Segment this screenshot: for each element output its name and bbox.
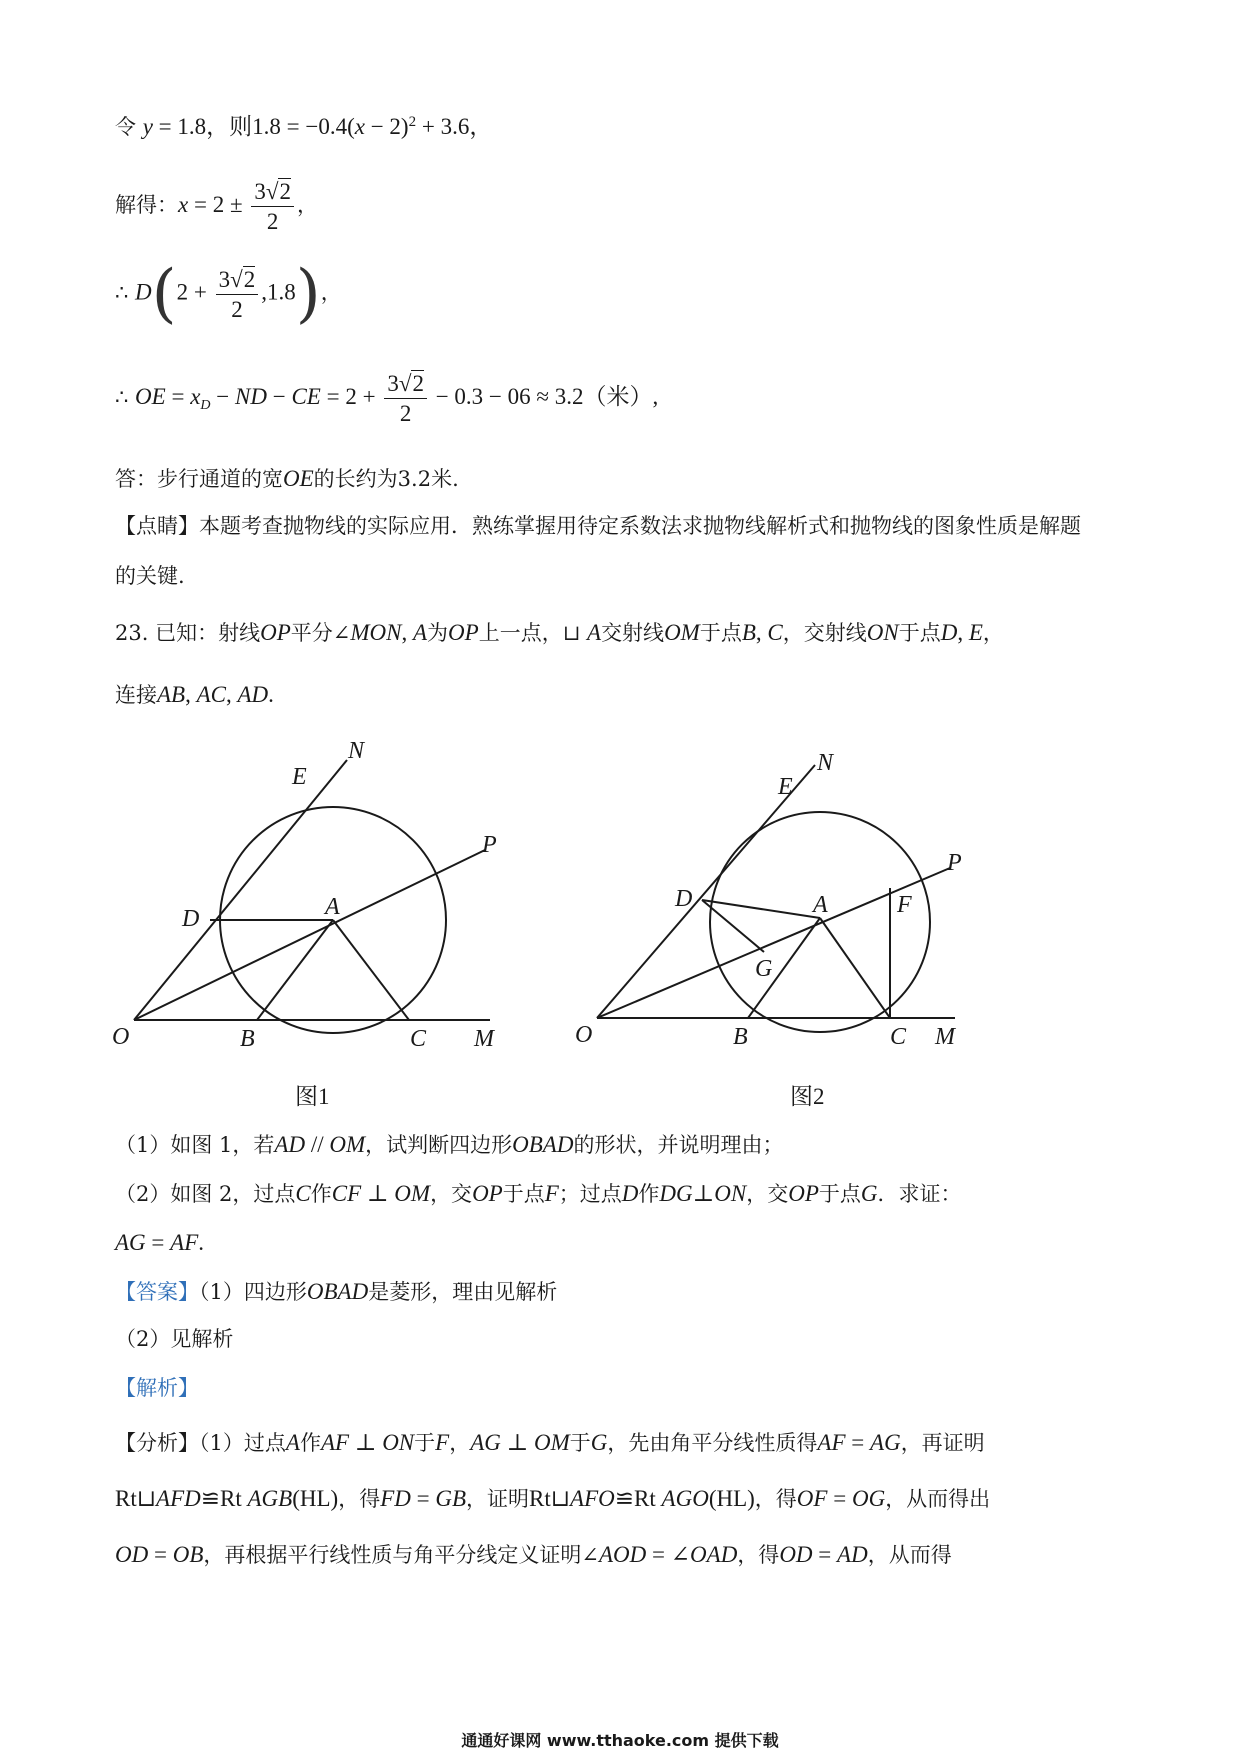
label-m: M	[474, 1026, 494, 1050]
figure-1-caption: 图1	[295, 1084, 330, 1109]
ray-on	[597, 765, 815, 1018]
solution-line-3: ∴ D(2 + $\frac{3√2}{2}$ ,1.8)，	[115, 257, 342, 331]
question-23-line-2: 连接AB, AC, AD.	[115, 682, 274, 707]
label-o: O	[112, 1024, 130, 1050]
subquestion-2-line-2: AG = AF.	[115, 1230, 205, 1255]
analysis-line-1: 【分析】（1）过点A作AF ⊥ ON于F，AG ⊥ OM于G，先由角平分线性质得AF = AG，再证明	[115, 1430, 985, 1455]
ray-op	[597, 868, 950, 1018]
segment-ac	[333, 920, 409, 1020]
segment-ab	[257, 920, 333, 1020]
label-e: E	[292, 764, 307, 790]
label-a: A	[325, 894, 340, 920]
fraction: $\frac{3√2}{2}$	[384, 372, 427, 425]
answer-line: 答：步行通道的宽OE的长约为3.2米.	[115, 466, 459, 491]
fraction: $\frac{3√2}{2}$	[251, 180, 294, 233]
label-n: N	[348, 740, 365, 764]
analysis-line-3: OD = OB，再根据平行线性质与角平分线定义证明∠AOD = ∠OAD，得OD = AD，从而得	[115, 1542, 952, 1567]
label-f: F	[897, 892, 912, 918]
subquestion-1: （1）如图 1，若AD // OM，试判断四边形OBAD的形状，并说明理由；	[115, 1132, 784, 1157]
analysis-tag: 【解析】	[115, 1376, 199, 1400]
label-b: B	[240, 1026, 255, 1050]
answer-2: （2）见解析	[115, 1327, 234, 1351]
figure-1	[110, 740, 530, 1050]
circle-a-fig2	[710, 812, 930, 1032]
solution-line-4: ∴ OE = $x_D$ − ND − CE = 2 + $\frac{3√2}{2}$ − 0.3 − 06 ≈ 3.2（米）,	[115, 371, 659, 426]
figure-2	[575, 750, 995, 1060]
label-e: E	[778, 774, 793, 800]
question-23-line-1: 23. 已知：射线OP平分∠MON, A为OP上一点，⊔ A交射线OM于点B, C，交射线ON于点D, E，	[115, 620, 1004, 645]
answer-1: 【答案】（1）四边形OBAD是菱形，理由见解析	[115, 1279, 558, 1304]
figure-2-caption: 图2	[790, 1084, 825, 1109]
label-b: B	[733, 1024, 748, 1050]
segment-ac	[820, 918, 890, 1018]
solution-line-1: 令 y = 1.8，则$1.8 = -0.4(x - 2)^2 + 3.6$，	[115, 114, 493, 139]
label-c: C	[410, 1026, 427, 1050]
label-c: C	[890, 1024, 907, 1050]
subquestion-2-line-1: （2）如图 2，过点C作CF ⊥ OM，交OP于点F；过点D作DG⊥ON，交OP于点G．求证：	[115, 1181, 962, 1206]
label-p: P	[482, 832, 497, 858]
label-g: G	[755, 956, 773, 982]
solution-line-2: 解得：x = 2 ± $\frac{3√2}{2}$ ，	[115, 179, 318, 234]
label-o: O	[575, 1022, 593, 1048]
analysis-line-2: Rt⊔AFD≌Rt AGB(HL)，得FD = GB，证明Rt⊔AFO≌Rt AGO(HL)，得OF = OG，从而得出	[115, 1486, 991, 1511]
label-d: D	[182, 906, 200, 932]
fraction: $\frac{3√2}{2}$	[216, 268, 259, 321]
label-m: M	[935, 1024, 955, 1050]
ray-op	[134, 850, 485, 1020]
remark-line-1: 【点睛】本题考查抛物线的实际应用．熟练掌握用待定系数法求抛物线解析式和抛物线的图象性质是解题	[115, 514, 1081, 538]
label-n: N	[817, 750, 834, 776]
label-a: A	[813, 892, 828, 918]
label-d: D	[675, 886, 693, 912]
remark-line-2: 的关键.	[115, 564, 185, 588]
label-p: P	[947, 850, 962, 876]
ray-on	[134, 760, 347, 1020]
page-footer: 通通好课网 www.tthaoke.com 提供下载	[461, 1731, 779, 1750]
